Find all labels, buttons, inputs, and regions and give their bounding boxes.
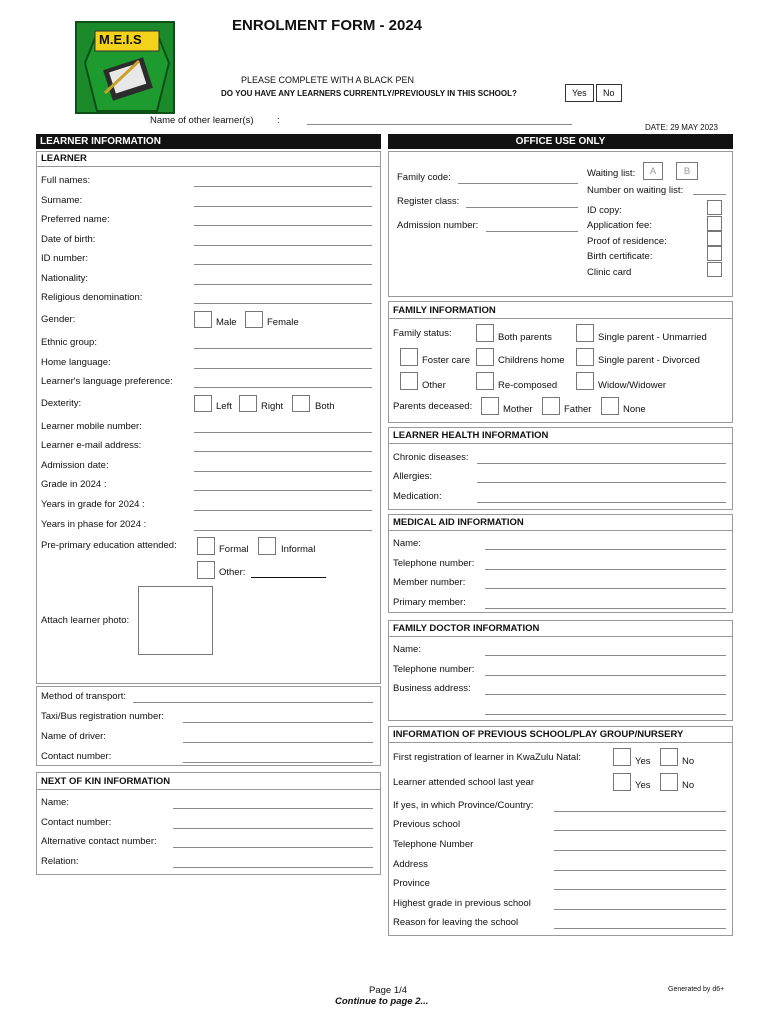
divider [388, 636, 733, 637]
date-of-birth-label: Date of birth: [41, 234, 96, 245]
divider [388, 530, 733, 531]
birth-certificate-label: Birth certificate: [587, 251, 653, 262]
preprimary-formal-checkbox[interactable] [197, 537, 215, 555]
left-label: Left [216, 401, 232, 412]
date-of-birth-input[interactable] [194, 245, 372, 246]
previous-school-input[interactable] [554, 830, 726, 831]
mother-deceased-checkbox[interactable] [481, 397, 499, 415]
years-in-grade-input[interactable] [194, 510, 372, 511]
gender-male-checkbox[interactable] [194, 311, 212, 328]
foster-care-checkbox[interactable] [400, 348, 418, 366]
doctor-name-label: Name: [393, 644, 421, 655]
other-label: Other: [219, 567, 246, 578]
previous-school-telephone-input[interactable] [554, 850, 726, 851]
health-header: LEARNER HEALTH INFORMATION [393, 430, 549, 441]
dexterity-left-checkbox[interactable] [194, 395, 212, 412]
gender-female-checkbox[interactable] [245, 311, 263, 328]
no-option[interactable]: No [596, 84, 622, 102]
right-label: Right [261, 401, 284, 412]
gender-label: Gender: [41, 314, 76, 325]
parents-deceased-label: Parents deceased: [393, 401, 473, 412]
medication-input[interactable] [477, 502, 726, 503]
both-label: Both [315, 401, 335, 412]
other-family-label: Other [422, 380, 446, 391]
previous-school-header: INFORMATION OF PREVIOUS SCHOOL/PLAY GROUP/NURSERY [393, 729, 684, 740]
grade-label: Grade in 2024 : [41, 479, 107, 490]
primary-member-input[interactable] [485, 608, 726, 609]
home-language-label: Home language: [41, 357, 111, 368]
father-deceased-checkbox[interactable] [542, 397, 560, 415]
kin-relation-input[interactable] [173, 867, 373, 868]
informal-label: Informal [281, 544, 316, 555]
single-unmarried-label: Single parent - Unmarried [598, 332, 707, 343]
childrens-home-label: Childrens home [498, 355, 565, 366]
register-class-input[interactable] [466, 207, 578, 208]
medical-aid-telephone-label: Telephone number: [393, 558, 475, 569]
number-waiting-input[interactable] [693, 194, 726, 195]
single-divorced-label: Single parent - Divorced [598, 355, 700, 366]
proof-residence-checkbox[interactable] [707, 231, 722, 246]
preferred-name-label: Preferred name: [41, 214, 110, 225]
preprimary-informal-checkbox[interactable] [258, 537, 276, 555]
attended-yes-label: Yes [635, 780, 651, 791]
recomposed-checkbox[interactable] [476, 372, 494, 390]
form-date: DATE: 29 MAY 2023 [645, 123, 718, 132]
logo-text: M.E.I.S [99, 32, 142, 47]
family-status-label: Family status: [393, 328, 452, 339]
kin-relation-label: Relation: [41, 856, 79, 867]
kin-alt-contact-input[interactable] [173, 847, 373, 848]
member-number-input[interactable] [485, 588, 726, 589]
language-preference-input[interactable] [194, 387, 372, 388]
email-input[interactable] [194, 451, 372, 452]
kin-name-input[interactable] [173, 808, 373, 809]
driver-name-input[interactable] [183, 742, 373, 743]
kin-alt-contact-label: Alternative contact number: [41, 836, 157, 847]
both-parents-checkbox[interactable] [476, 324, 494, 342]
existing-learner-question: DO YOU HAVE ANY LEARNERS CURRENTLY/PREVIOUSLY IN THIS SCHOOL? [221, 89, 517, 98]
first-registration-no-checkbox[interactable] [660, 748, 678, 766]
first-registration-label: First registration of learner in KwaZulu Natal: [393, 752, 581, 763]
transport-method-input[interactable] [133, 702, 373, 703]
learner-section-title: LEARNER [41, 153, 87, 164]
mother-label: Mother [503, 404, 533, 415]
kin-contact-input[interactable] [173, 828, 373, 829]
family-code-label: Family code: [397, 172, 451, 183]
family-information-header: FAMILY INFORMATION [393, 305, 496, 316]
office-use-header: OFFICE USE ONLY [388, 134, 733, 149]
dexterity-label: Dexterity: [41, 398, 82, 409]
chronic-diseases-label: Chronic diseases: [393, 452, 469, 463]
dexterity-right-checkbox[interactable] [239, 395, 257, 412]
number-waiting-label: Number on waiting list: [587, 185, 684, 196]
surname-label: Surname: [41, 195, 83, 206]
business-address-input-2[interactable] [485, 714, 726, 715]
application-fee-checkbox[interactable] [707, 216, 722, 231]
full-names-label: Full names: [41, 175, 91, 186]
family-code-input[interactable] [458, 183, 578, 184]
highest-grade-label: Highest grade in previous school [393, 898, 531, 909]
ethnic-group-input[interactable] [194, 348, 372, 349]
admission-date-label: Admission date: [41, 460, 109, 471]
waiting-list-a[interactable]: A [643, 162, 663, 180]
medication-label: Medication: [393, 491, 442, 502]
attended-no-label: No [682, 780, 695, 791]
previous-school-address-input[interactable] [554, 870, 726, 871]
both-parents-label: Both parents [498, 332, 552, 343]
preprimary-other-checkbox[interactable] [197, 561, 215, 579]
none-deceased-checkbox[interactable] [601, 397, 619, 415]
attended-no-checkbox[interactable] [660, 773, 678, 791]
id-number-input[interactable] [194, 264, 372, 265]
none-label: None [623, 404, 646, 415]
other-learner-input[interactable] [307, 124, 572, 125]
language-preference-label: Learner's language preference: [41, 376, 173, 387]
member-number-label: Member number: [393, 577, 466, 588]
doctor-telephone-input[interactable] [485, 675, 726, 676]
admission-number-input[interactable] [486, 231, 578, 232]
formal-label: Formal [219, 544, 249, 555]
preprimary-label: Pre-primary education attended: [41, 540, 177, 551]
divider [36, 789, 381, 790]
driver-contact-input[interactable] [183, 762, 373, 763]
widow-checkbox[interactable] [576, 372, 594, 390]
nationality-input[interactable] [194, 284, 372, 285]
widow-label: Widow/Widower [598, 380, 667, 391]
divider [388, 318, 733, 319]
previous-school-label: Previous school [393, 819, 461, 830]
continue-note: Continue to page 2... [335, 996, 429, 1007]
register-class-label: Register class: [397, 196, 460, 207]
preferred-name-input[interactable] [194, 225, 372, 226]
business-address-label: Business address: [393, 683, 471, 694]
father-label: Father [564, 404, 592, 415]
colon: : [277, 115, 280, 126]
previous-school-address-label: Address [393, 859, 428, 870]
mobile-label: Learner mobile number: [41, 421, 142, 432]
yes-option[interactable]: Yes [565, 84, 594, 102]
form-title: ENROLMENT FORM - 2024 [232, 17, 423, 34]
divider [388, 742, 733, 743]
id-copy-checkbox[interactable] [707, 200, 722, 215]
next-of-kin-header: NEXT OF KIN INFORMATION [41, 776, 171, 787]
female-label: Female [267, 317, 299, 328]
attended-yes-checkbox[interactable] [613, 773, 631, 791]
reason-leaving-label: Reason for leaving the school [393, 917, 519, 928]
doctor-telephone-label: Telephone number: [393, 664, 475, 675]
chronic-diseases-input[interactable] [477, 463, 726, 464]
driver-name-label: Name of driver: [41, 731, 106, 742]
single-unmarried-checkbox[interactable] [576, 324, 594, 342]
clinic-card-label: Clinic card [587, 267, 632, 278]
primary-member-label: Primary member: [393, 597, 466, 608]
recomposed-label: Re-composed [498, 380, 558, 391]
waiting-list-b[interactable]: B [676, 162, 698, 180]
doctor-header: FAMILY DOCTOR INFORMATION [393, 623, 540, 634]
province-country-input[interactable] [554, 811, 726, 812]
learner-information-header: LEARNER INFORMATION [36, 134, 381, 149]
attended-school-label: Learner attended school last year [393, 777, 535, 788]
medical-aid-name-input[interactable] [485, 549, 726, 550]
religion-input[interactable] [194, 303, 372, 304]
admission-number-label: Admission number: [397, 220, 479, 231]
driver-contact-label: Contact number: [41, 751, 112, 762]
learner-photo-box[interactable] [138, 586, 213, 655]
dexterity-both-checkbox[interactable] [292, 395, 310, 412]
divider [388, 443, 733, 444]
id-number-label: ID number: [41, 253, 88, 264]
id-copy-label: ID copy: [587, 205, 622, 216]
male-label: Male [216, 317, 237, 328]
first-registration-yes-checkbox[interactable] [613, 748, 631, 766]
nationality-label: Nationality: [41, 273, 88, 284]
school-logo [75, 21, 175, 114]
divider [36, 166, 381, 167]
birth-certificate-checkbox[interactable] [707, 246, 722, 261]
mobile-input[interactable] [194, 432, 372, 433]
years-in-phase-input[interactable] [194, 530, 372, 531]
kin-name-label: Name: [41, 797, 69, 808]
taxi-registration-input[interactable] [183, 722, 373, 723]
allergies-label: Allergies: [393, 471, 433, 482]
first-registration-yes-label: Yes [635, 756, 651, 767]
religion-label: Religious denomination: [41, 292, 143, 303]
clinic-card-checkbox[interactable] [707, 262, 722, 277]
application-fee-label: Application fee: [587, 220, 652, 231]
photo-label: Attach learner photo: [41, 615, 130, 626]
ethnic-group-label: Ethnic group: [41, 337, 97, 348]
doctor-name-input[interactable] [485, 655, 726, 656]
other-family-checkbox[interactable] [400, 372, 418, 390]
years-in-grade-label: Years in grade for 2024 : [41, 499, 145, 510]
other-learner-label: Name of other learner(s) [150, 115, 254, 126]
first-registration-no-label: No [682, 756, 695, 767]
surname-input[interactable] [194, 206, 372, 207]
home-language-input[interactable] [194, 368, 372, 369]
medical-aid-header: MEDICAL AID INFORMATION [393, 517, 524, 528]
waiting-list-label: Waiting list: [587, 168, 636, 179]
generated-by: Generated by d6+ [668, 986, 725, 993]
business-address-input[interactable] [485, 694, 726, 695]
proof-residence-label: Proof of residence: [587, 236, 667, 247]
province-country-label: If yes, in which Province/Country: [393, 800, 534, 811]
reason-leaving-input[interactable] [554, 928, 726, 929]
kin-contact-label: Contact number: [41, 817, 112, 828]
grade-input[interactable] [194, 490, 372, 491]
previous-school-province-label: Province [393, 878, 430, 889]
allergies-input[interactable] [477, 482, 726, 483]
years-in-phase-label: Years in phase for 2024 : [41, 519, 147, 530]
highest-grade-input[interactable] [554, 909, 726, 910]
full-names-input[interactable] [194, 186, 372, 187]
email-label: Learner e-mail address: [41, 440, 142, 451]
single-divorced-checkbox[interactable] [576, 348, 594, 366]
admission-date-input[interactable] [194, 471, 372, 472]
previous-school-telephone-label: Telephone Number [393, 839, 474, 850]
childrens-home-checkbox[interactable] [476, 348, 494, 366]
page-number: Page 1/4 [369, 985, 408, 996]
taxi-registration-label: Taxi/Bus registration number: [41, 711, 165, 722]
instruction-text: PLEASE COMPLETE WITH A BLACK PEN [241, 75, 415, 85]
transport-method-label: Method of transport: [41, 691, 127, 702]
medical-aid-name-label: Name: [393, 538, 421, 549]
previous-school-province-input[interactable] [554, 889, 726, 890]
medical-aid-telephone-input[interactable] [485, 569, 726, 570]
foster-care-label: Foster care [422, 355, 471, 366]
preprimary-other-input[interactable] [251, 577, 326, 578]
